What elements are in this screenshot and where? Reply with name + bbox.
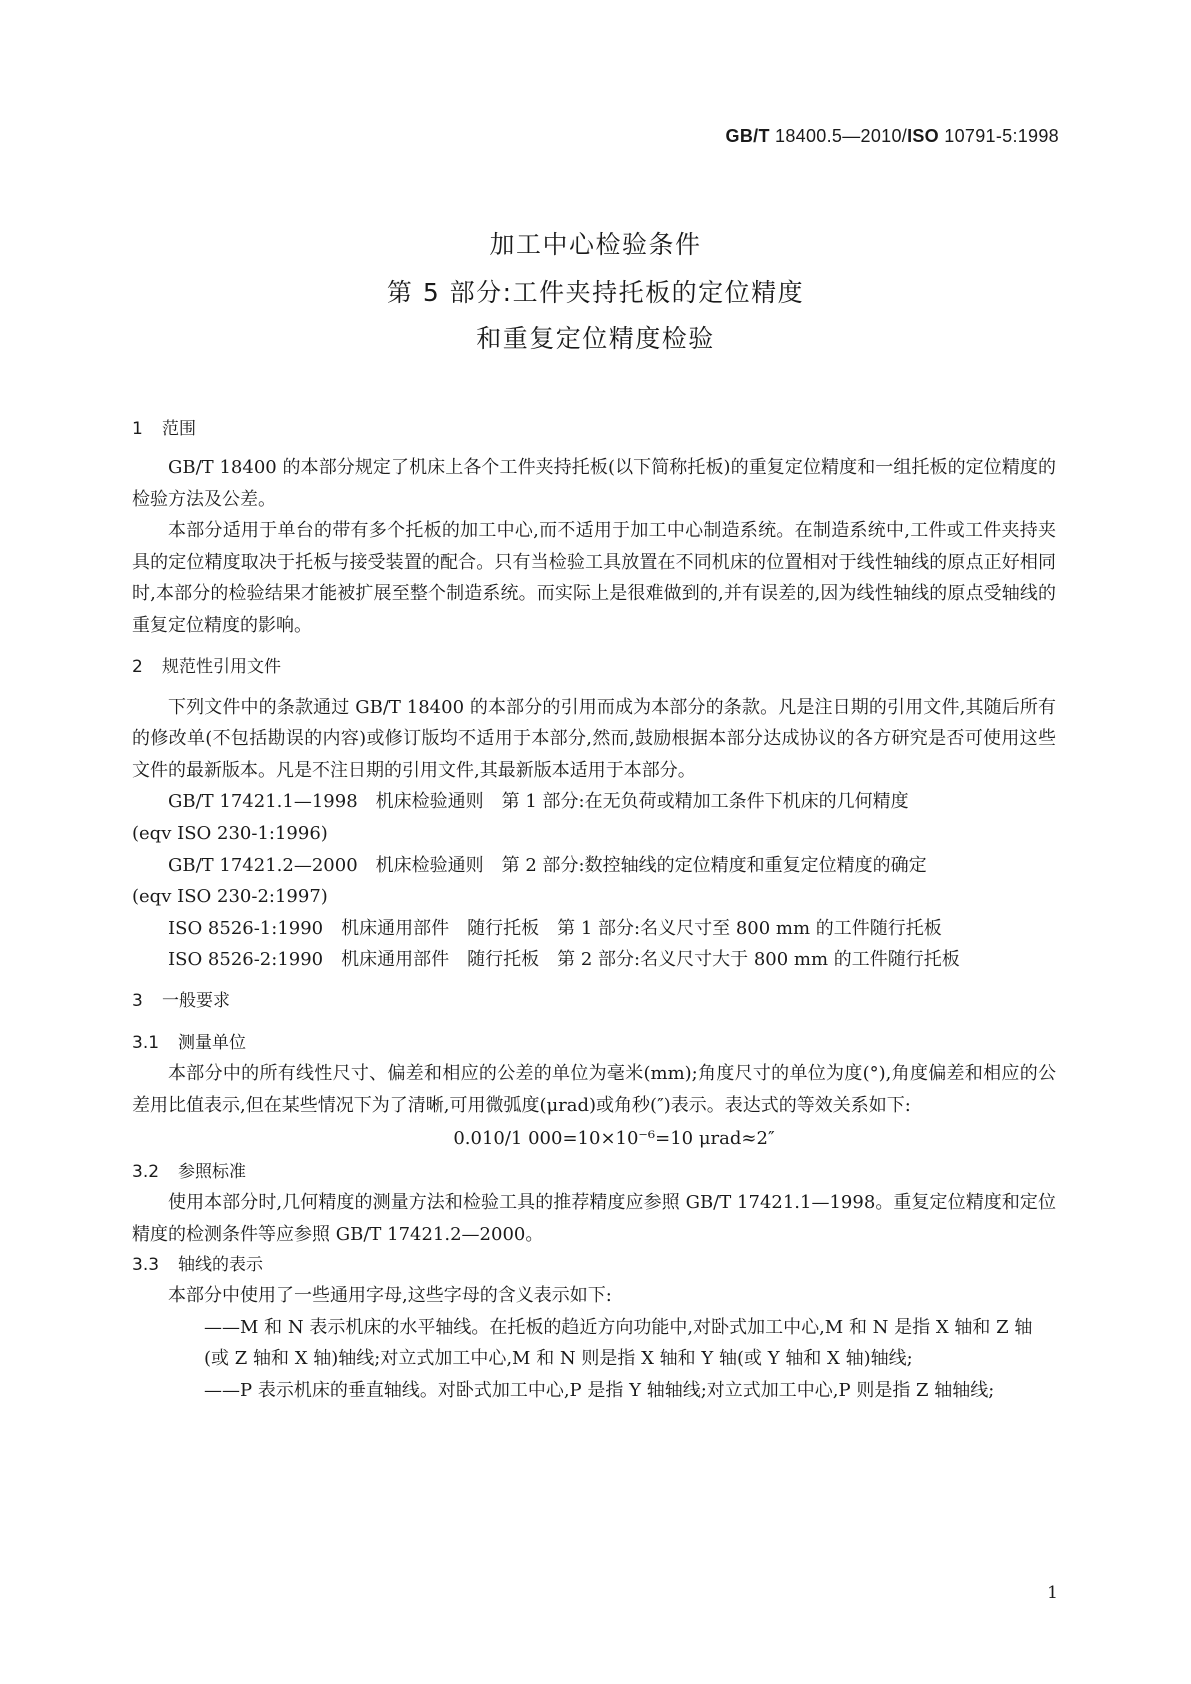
reference-item (132, 944, 1056, 976)
section-number: 2 (132, 656, 143, 677)
section-1-heading (132, 414, 1056, 444)
section-title: 一般要求 (162, 990, 230, 1011)
reference-item (132, 786, 1056, 849)
section-number: 3.2 (132, 1162, 160, 1183)
page-number: 1 (1047, 1583, 1058, 1603)
section-3-2-heading (132, 1157, 1056, 1187)
equivalence-formula: 0.010/1 000=10×10⁻⁶=10 μrad≈2″ (453, 1128, 775, 1150)
list-item: ——P 表示机床的垂直轴线。对卧式加工中心,P 是指 Y 轴轴线;对立式加工中心,P 则是指 Z 轴轴线; (204, 1380, 995, 1402)
doc-title-line1: 加工中心检验条件 (489, 230, 702, 259)
section-number: 3 (132, 990, 143, 1011)
section-2-heading (132, 652, 1056, 682)
reference-item (132, 913, 1056, 945)
reference-text: ISO 8526-1:1990 机床通用部件 随行托板 第 1 部分:名义尺寸至 800 mm 的工件随行托板 (168, 917, 942, 939)
std-iso: ISO (907, 126, 939, 146)
std-iso-rest: 10791-5:1998 (938, 126, 1059, 146)
section-title: 测量单位 (178, 1032, 246, 1053)
paragraph: 使用本部分时,几何精度的测量方法和检验工具的推荐精度应参照 GB/T 17421.1—1998。重复定位精度和定位精度的检测条件等应参照 GB/T 17421.2—2000。 (132, 1192, 1056, 1245)
section-title: 范围 (162, 419, 196, 439)
reference-text: ISO 8526-2:1990 机床通用部件 随行托板 第 2 部分:名义尺寸大于 800 mm 的工件随行托板 (168, 949, 960, 971)
paragraph: 本部分适用于单台的带有多个托板的加工中心,而不适用于加工中心制造系统。在制造系统中,工件或工件夹持夹具的定位精度取决于托板与接受装置的配合。只有当检验工具放置在不同机床的位置相对于线性轴线的原点正好相同时,本部分的检验结果才能被扩展至整个制造系统。而实际上是很难做到的,并有误差的,因为线性轴线的原点受轴线的重复定位精度的影响。 (132, 520, 1056, 636)
paragraph: 本部分中使用了一些通用字母,这些字母的含义表示如下: (168, 1285, 612, 1307)
section-3-1-heading (132, 1028, 1056, 1058)
reference-equivalent: (eqv ISO 230-2:1997) (132, 886, 328, 908)
document-body (132, 414, 1056, 1407)
paragraph: 下列文件中的条款通过 GB/T 18400 的本部分的引用而成为本部分的条款。凡是注日期的引用文件,其随后所有的修改单(不包括勘误的内容)或修订版均不适用于本部分,然而,鼓励根据本部分达成协议的各方研究是否可使用这些文件的最新版本。凡是不注日期的引用文件,其最新版本适用于本部分。 (132, 696, 1056, 781)
list-item: ——M 和 N 表示机床的水平轴线。在托板的趋近方向功能中,对卧式加工中心,M 和 N 是指 X 轴和 Z 轴(或 Z 轴和 X 轴)轴线;对立式加工中心,M 和 N 则是指 X 轴和 Y 轴(或 Y 轴和 X 轴)轴线; (204, 1316, 1033, 1370)
section-title: 参照标准 (178, 1162, 246, 1183)
section-number: 3.1 (132, 1032, 160, 1053)
std-main: 18400.5—2010/ (769, 126, 908, 146)
section-number: 3.3 (132, 1255, 160, 1276)
reference-item (132, 850, 1056, 913)
section-title: 轴线的表示 (178, 1255, 263, 1276)
section-3-3-heading (132, 1250, 1056, 1280)
reference-equivalent: (eqv ISO 230-1:1996) (132, 822, 328, 844)
doc-title-line3: 和重复定位精度检验 (476, 324, 715, 353)
section-number: 1 (132, 419, 143, 439)
doc-title-line2: 第 5 部分:工件夹持托板的定位精度 (386, 278, 805, 307)
section-3-heading (132, 986, 1056, 1016)
section-title: 规范性引用文件 (162, 656, 281, 677)
reference-text: GB/T 17421.1—1998 机床检验通则 第 1 部分:在无负荷或精加工条件下机床的几何精度 (168, 791, 909, 813)
standard-code (726, 126, 1059, 147)
paragraph: GB/T 18400 的本部分规定了机床上各个工件夹持托板(以下简称托板)的重复定位精度和一组托板的定位精度的检验方法及公差。 (132, 457, 1056, 510)
reference-text: GB/T 17421.2—2000 机床检验通则 第 2 部分:数控轴线的定位精度和重复定位精度的确定 (168, 854, 927, 876)
paragraph: 本部分中的所有线性尺寸、偏差和相应的公差的单位为毫米(mm);角度尺寸的单位为度(°),角度偏差和相应的公差用比值表示,但在某些情况下为了清晰,可用微弧度(μrad)或角秒(″)表示。表达式的等效关系如下: (132, 1062, 1056, 1116)
std-prefix: GB/T (725, 126, 770, 146)
